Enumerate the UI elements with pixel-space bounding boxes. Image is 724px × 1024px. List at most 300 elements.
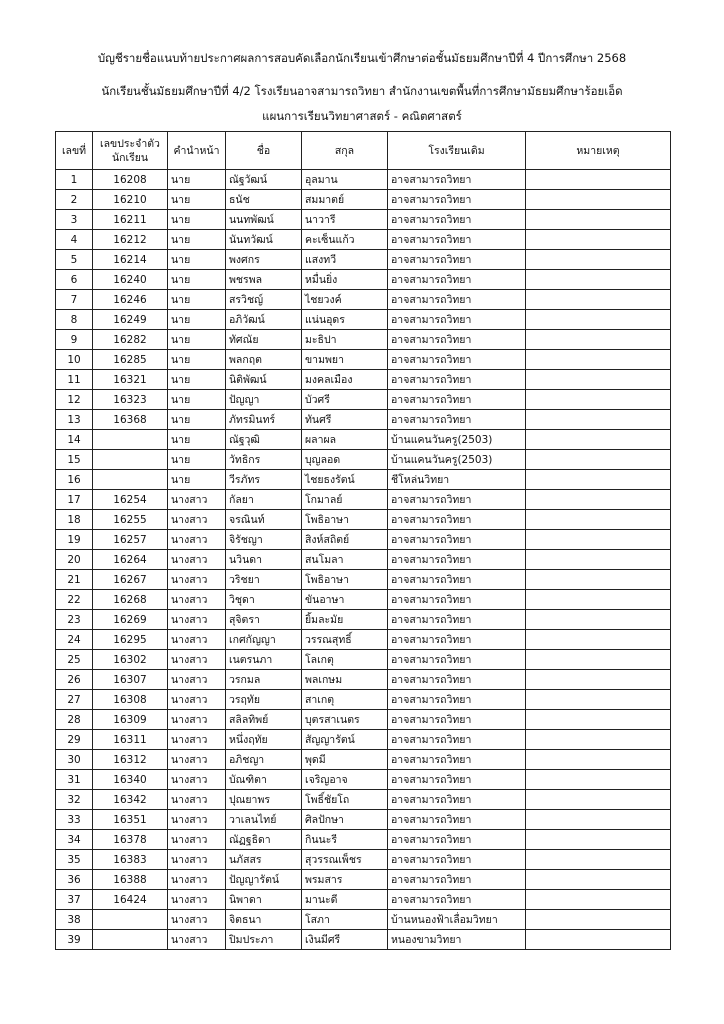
cell-remark xyxy=(526,210,671,230)
cell-last-name: โพธิ์ชัยโถ xyxy=(302,790,388,810)
table-row xyxy=(56,310,671,330)
table-row xyxy=(56,930,671,950)
table-row xyxy=(56,690,671,710)
cell-prefix: นางสาว xyxy=(168,630,226,650)
cell-no: 36 xyxy=(56,870,93,890)
cell-student-id: 16323 xyxy=(93,390,168,410)
cell-school: บ้านแคนวันครู(2503) xyxy=(388,430,526,450)
cell-school: อาจสามารถวิทยา xyxy=(388,810,526,830)
cell-school: อาจสามารถวิทยา xyxy=(388,350,526,370)
cell-remark xyxy=(526,530,671,550)
cell-first-name: นิพาดา xyxy=(226,890,302,910)
cell-last-name: บัวศรี xyxy=(302,390,388,410)
cell-student-id: 16246 xyxy=(93,290,168,310)
cell-remark xyxy=(526,790,671,810)
cell-prefix: นางสาว xyxy=(168,550,226,570)
table-row xyxy=(56,510,671,530)
cell-remark xyxy=(526,290,671,310)
cell-no: 20 xyxy=(56,550,93,570)
cell-student-id: 16269 xyxy=(93,610,168,630)
cell-first-name: ปิมประภา xyxy=(226,930,302,950)
cell-first-name: ณัฐวุฒิ xyxy=(226,430,302,450)
cell-prefix: นางสาว xyxy=(168,750,226,770)
cell-first-name: วรกมล xyxy=(226,670,302,690)
table-row xyxy=(56,430,671,450)
cell-prefix: นางสาว xyxy=(168,690,226,710)
cell-prefix: นาย xyxy=(168,210,226,230)
cell-remark xyxy=(526,630,671,650)
cell-first-name: นิติพัฒน์ xyxy=(226,370,302,390)
cell-remark xyxy=(526,230,671,250)
cell-school: อาจสามารถวิทยา xyxy=(388,310,526,330)
table-row xyxy=(56,550,671,570)
cell-no: 14 xyxy=(56,430,93,450)
table-row xyxy=(56,530,671,550)
cell-school: อาจสามารถวิทยา xyxy=(388,590,526,610)
cell-school: อาจสามารถวิทยา xyxy=(388,630,526,650)
cell-first-name: นวินดา xyxy=(226,550,302,570)
cell-no: 26 xyxy=(56,670,93,690)
cell-student-id xyxy=(93,450,168,470)
cell-no: 34 xyxy=(56,830,93,850)
cell-student-id: 16212 xyxy=(93,230,168,250)
cell-school: อาจสามารถวิทยา xyxy=(388,830,526,850)
table-row xyxy=(56,870,671,890)
cell-school: หนองขามวิทยา xyxy=(388,930,526,950)
cell-school: อาจสามารถวิทยา xyxy=(388,330,526,350)
cell-last-name: มงคลเมือง xyxy=(302,370,388,390)
table-row xyxy=(56,250,671,270)
cell-first-name: วิชุดา xyxy=(226,590,302,610)
cell-prefix: นางสาว xyxy=(168,910,226,930)
document-subtitle: นักเรียนชั้นมัธยมศึกษาปีที่ 4/2 โรงเรียนอาจสามารถวิทยา สำนักงานเขตพื้นที่การศึกษามัธยมศึกษาร้อยเอ็ด xyxy=(101,84,623,98)
cell-remark xyxy=(526,330,671,350)
cell-last-name: หมื่นยิ่ง xyxy=(302,270,388,290)
cell-first-name: จิรัชญา xyxy=(226,530,302,550)
cell-no: 31 xyxy=(56,770,93,790)
cell-prefix: นางสาว xyxy=(168,830,226,850)
cell-prefix: นางสาว xyxy=(168,850,226,870)
cell-no: 17 xyxy=(56,490,93,510)
cell-student-id: 16340 xyxy=(93,770,168,790)
cell-last-name: ทันศรี xyxy=(302,410,388,430)
cell-last-name: ขามพยา xyxy=(302,350,388,370)
column-header-first-name: ชื่อ xyxy=(226,132,302,170)
cell-first-name: สลิลทิพย์ xyxy=(226,710,302,730)
cell-school: อาจสามารถวิทยา xyxy=(388,610,526,630)
cell-last-name: ไชยวงค์ xyxy=(302,290,388,310)
cell-remark xyxy=(526,570,671,590)
cell-student-id: 16240 xyxy=(93,270,168,290)
cell-prefix: นาย xyxy=(168,350,226,370)
cell-first-name: นนทพัฒน์ xyxy=(226,210,302,230)
cell-school: อาจสามารถวิทยา xyxy=(388,290,526,310)
cell-student-id: 16214 xyxy=(93,250,168,270)
table-row xyxy=(56,830,671,850)
cell-remark xyxy=(526,670,671,690)
study-program: แผนการเรียนวิทยาศาสตร์ - คณิตศาสตร์ xyxy=(262,109,462,123)
cell-remark xyxy=(526,810,671,830)
cell-school: อาจสามารถวิทยา xyxy=(388,490,526,510)
cell-first-name: ปัญญารัตน์ xyxy=(226,870,302,890)
cell-prefix: นาย xyxy=(168,390,226,410)
cell-first-name: วริชยา xyxy=(226,570,302,590)
cell-prefix: นางสาว xyxy=(168,890,226,910)
cell-last-name: แน่นอุดร xyxy=(302,310,388,330)
cell-remark xyxy=(526,730,671,750)
cell-school: อาจสามารถวิทยา xyxy=(388,850,526,870)
column-header-prefix: คำนำหน้า xyxy=(168,132,226,170)
cell-prefix: นาย xyxy=(168,250,226,270)
cell-remark xyxy=(526,370,671,390)
cell-no: 5 xyxy=(56,250,93,270)
cell-remark xyxy=(526,430,671,450)
column-header-last-name: สกุล xyxy=(302,132,388,170)
cell-no: 6 xyxy=(56,270,93,290)
cell-last-name: โกมาลย์ xyxy=(302,490,388,510)
cell-school: อาจสามารถวิทยา xyxy=(388,550,526,570)
table-row xyxy=(56,390,671,410)
cell-prefix: นาย xyxy=(168,450,226,470)
cell-remark xyxy=(526,770,671,790)
cell-first-name: กัลยา xyxy=(226,490,302,510)
table-row xyxy=(56,570,671,590)
cell-last-name: มานะดี xyxy=(302,890,388,910)
cell-first-name: สรวิชญ์ xyxy=(226,290,302,310)
cell-student-id: 16424 xyxy=(93,890,168,910)
cell-first-name: วรฤทัย xyxy=(226,690,302,710)
column-header-school: โรงเรียนเดิม xyxy=(388,132,526,170)
cell-school: อาจสามารถวิทยา xyxy=(388,730,526,750)
cell-last-name: แสงทวี xyxy=(302,250,388,270)
cell-no: 35 xyxy=(56,850,93,870)
table-row xyxy=(56,330,671,350)
cell-student-id: 16285 xyxy=(93,350,168,370)
cell-prefix: นางสาว xyxy=(168,710,226,730)
cell-school: อาจสามารถวิทยา xyxy=(388,170,526,190)
cell-no: 30 xyxy=(56,750,93,770)
cell-remark xyxy=(526,170,671,190)
cell-student-id: 16254 xyxy=(93,490,168,510)
cell-student-id: 16309 xyxy=(93,710,168,730)
table-row xyxy=(56,770,671,790)
cell-first-name: จิตธนา xyxy=(226,910,302,930)
cell-last-name: โสภา xyxy=(302,910,388,930)
cell-last-name: สิงห์สถิตย์ xyxy=(302,530,388,550)
cell-school: บ้านหนองฟ้าเลื่อมวิทยา xyxy=(388,910,526,930)
cell-no: 27 xyxy=(56,690,93,710)
cell-remark xyxy=(526,690,671,710)
cell-no: 12 xyxy=(56,390,93,410)
cell-remark xyxy=(526,930,671,950)
cell-no: 38 xyxy=(56,910,93,930)
table-row xyxy=(56,290,671,310)
cell-first-name: วีรภัทร xyxy=(226,470,302,490)
cell-remark xyxy=(526,590,671,610)
cell-no: 4 xyxy=(56,230,93,250)
cell-no: 9 xyxy=(56,330,93,350)
table-row xyxy=(56,670,671,690)
cell-school: อาจสามารถวิทยา xyxy=(388,770,526,790)
cell-no: 13 xyxy=(56,410,93,430)
cell-student-id: 16295 xyxy=(93,630,168,650)
table-row xyxy=(56,170,671,190)
cell-prefix: นางสาว xyxy=(168,730,226,750)
cell-no: 23 xyxy=(56,610,93,630)
cell-student-id: 16210 xyxy=(93,190,168,210)
table-row xyxy=(56,490,671,510)
cell-last-name: ไชยธงรัตน์ xyxy=(302,470,388,490)
cell-remark xyxy=(526,250,671,270)
student-id-header-line1: เลขประจำตัว xyxy=(100,137,160,150)
cell-school: อาจสามารถวิทยา xyxy=(388,530,526,550)
cell-no: 1 xyxy=(56,170,93,190)
cell-last-name: สนโมลา xyxy=(302,550,388,570)
cell-no: 33 xyxy=(56,810,93,830)
cell-student-id: 16311 xyxy=(93,730,168,750)
cell-school: อาจสามารถวิทยา xyxy=(388,670,526,690)
cell-student-id xyxy=(93,470,168,490)
cell-student-id: 16211 xyxy=(93,210,168,230)
table-row xyxy=(56,210,671,230)
cell-last-name: เงินมีศรี xyxy=(302,930,388,950)
cell-first-name: เนตรนภา xyxy=(226,650,302,670)
cell-no: 18 xyxy=(56,510,93,530)
table-row xyxy=(56,710,671,730)
cell-prefix: นางสาว xyxy=(168,610,226,630)
cell-prefix: นางสาว xyxy=(168,870,226,890)
cell-last-name: โพธิอาษา xyxy=(302,570,388,590)
cell-remark xyxy=(526,350,671,370)
cell-school: อาจสามารถวิทยา xyxy=(388,370,526,390)
cell-first-name: ณัฐวัฒน์ xyxy=(226,170,302,190)
cell-last-name: โพธิอาษา xyxy=(302,510,388,530)
cell-first-name: อภิชญา xyxy=(226,750,302,770)
cell-school: อาจสามารถวิทยา xyxy=(388,570,526,590)
cell-last-name: พรมสาร xyxy=(302,870,388,890)
cell-first-name: อภิวัฒน์ xyxy=(226,310,302,330)
table-row xyxy=(56,450,671,470)
cell-prefix: นาย xyxy=(168,410,226,430)
cell-school: อาจสามารถวิทยา xyxy=(388,410,526,430)
cell-student-id: 16249 xyxy=(93,310,168,330)
cell-no: 29 xyxy=(56,730,93,750)
cell-last-name: อุลมาน xyxy=(302,170,388,190)
cell-last-name: สาเกตุ xyxy=(302,690,388,710)
cell-remark xyxy=(526,870,671,890)
cell-school: อาจสามารถวิทยา xyxy=(388,390,526,410)
table-body xyxy=(56,170,671,950)
cell-remark xyxy=(526,490,671,510)
cell-student-id xyxy=(93,930,168,950)
cell-remark xyxy=(526,270,671,290)
cell-prefix: นาย xyxy=(168,370,226,390)
table-row xyxy=(56,370,671,390)
cell-student-id: 16378 xyxy=(93,830,168,850)
cell-first-name: วัทธิกร xyxy=(226,450,302,470)
cell-school: อาจสามารถวิทยา xyxy=(388,270,526,290)
cell-student-id: 16268 xyxy=(93,590,168,610)
cell-remark xyxy=(526,650,671,670)
cell-last-name: บุญลอด xyxy=(302,450,388,470)
cell-remark xyxy=(526,890,671,910)
student-roster-table xyxy=(55,131,671,950)
cell-prefix: นาย xyxy=(168,230,226,250)
table-row xyxy=(56,350,671,370)
cell-no: 24 xyxy=(56,630,93,650)
cell-remark xyxy=(526,550,671,570)
table-row xyxy=(56,610,671,630)
cell-student-id: 16312 xyxy=(93,750,168,770)
table-row xyxy=(56,230,671,250)
cell-school: อาจสามารถวิทยา xyxy=(388,890,526,910)
cell-prefix: นางสาว xyxy=(168,930,226,950)
cell-student-id xyxy=(93,910,168,930)
cell-first-name: จรณินท์ xyxy=(226,510,302,530)
cell-student-id: 16208 xyxy=(93,170,168,190)
cell-student-id: 16282 xyxy=(93,330,168,350)
table-row xyxy=(56,790,671,810)
cell-prefix: นาย xyxy=(168,170,226,190)
cell-student-id: 16307 xyxy=(93,670,168,690)
cell-remark xyxy=(526,850,671,870)
cell-last-name: พุดมี xyxy=(302,750,388,770)
cell-first-name: พงศกร xyxy=(226,250,302,270)
cell-first-name: ธนัช xyxy=(226,190,302,210)
cell-prefix: นาย xyxy=(168,470,226,490)
cell-last-name: ผลาผล xyxy=(302,430,388,450)
table-row xyxy=(56,810,671,830)
cell-prefix: นางสาว xyxy=(168,490,226,510)
cell-last-name: เจริญอาจ xyxy=(302,770,388,790)
cell-no: 3 xyxy=(56,210,93,230)
cell-school: อาจสามารถวิทยา xyxy=(388,710,526,730)
cell-no: 28 xyxy=(56,710,93,730)
document-title: บัญชีรายชื่อแนบท้ายประกาศผลการสอบคัดเลือกนักเรียนเข้าศึกษาต่อชั้นมัธยมศึกษาปีที่ 4 ปีการศึกษา 2568 xyxy=(97,51,627,65)
cell-school: อาจสามารถวิทยา xyxy=(388,250,526,270)
cell-student-id: 16368 xyxy=(93,410,168,430)
table-row xyxy=(56,630,671,650)
cell-last-name: พลเกษม xyxy=(302,670,388,690)
cell-no: 19 xyxy=(56,530,93,550)
cell-no: 2 xyxy=(56,190,93,210)
cell-prefix: นางสาว xyxy=(168,510,226,530)
cell-remark xyxy=(526,510,671,530)
cell-prefix: นางสาว xyxy=(168,670,226,690)
cell-remark xyxy=(526,390,671,410)
cell-school: อาจสามารถวิทยา xyxy=(388,510,526,530)
table-row xyxy=(56,890,671,910)
cell-remark xyxy=(526,450,671,470)
cell-first-name: เกศกัญญา xyxy=(226,630,302,650)
cell-first-name: วาเลนไทย์ xyxy=(226,810,302,830)
cell-no: 15 xyxy=(56,450,93,470)
cell-last-name: สมมาตย์ xyxy=(302,190,388,210)
cell-first-name: พลกฤต xyxy=(226,350,302,370)
table-row xyxy=(56,590,671,610)
cell-prefix: นาย xyxy=(168,290,226,310)
column-header-student-id xyxy=(93,132,168,170)
cell-remark xyxy=(526,610,671,630)
cell-student-id: 16255 xyxy=(93,510,168,530)
cell-first-name: บัณฑิตา xyxy=(226,770,302,790)
table-row xyxy=(56,470,671,490)
cell-remark xyxy=(526,410,671,430)
cell-school: อาจสามารถวิทยา xyxy=(388,190,526,210)
cell-last-name: นาวารี xyxy=(302,210,388,230)
cell-student-id: 16302 xyxy=(93,650,168,670)
cell-school: อาจสามารถวิทยา xyxy=(388,790,526,810)
table-row xyxy=(56,910,671,930)
cell-prefix: นาย xyxy=(168,270,226,290)
cell-school: อาจสามารถวิทยา xyxy=(388,210,526,230)
column-header-remark: หมายเหตุ xyxy=(526,132,671,170)
cell-first-name: ณัฏฐธิดา xyxy=(226,830,302,850)
cell-student-id: 16257 xyxy=(93,530,168,550)
cell-remark xyxy=(526,750,671,770)
cell-prefix: นางสาว xyxy=(168,530,226,550)
cell-last-name: วรรณสุทธิ์ xyxy=(302,630,388,650)
cell-last-name: ศิลปักษา xyxy=(302,810,388,830)
cell-last-name: บุตรสาเนตร xyxy=(302,710,388,730)
cell-remark xyxy=(526,190,671,210)
cell-student-id: 16351 xyxy=(93,810,168,830)
cell-last-name: สัญญารัตน์ xyxy=(302,730,388,750)
table-row xyxy=(56,850,671,870)
cell-first-name: ปุณยาพร xyxy=(226,790,302,810)
cell-prefix: นางสาว xyxy=(168,810,226,830)
cell-school: อาจสามารถวิทยา xyxy=(388,690,526,710)
cell-school: อาจสามารถวิทยา xyxy=(388,650,526,670)
cell-remark xyxy=(526,830,671,850)
cell-remark xyxy=(526,310,671,330)
cell-no: 32 xyxy=(56,790,93,810)
cell-last-name: กินนะรี xyxy=(302,830,388,850)
cell-prefix: นางสาว xyxy=(168,770,226,790)
cell-student-id xyxy=(93,430,168,450)
cell-student-id: 16264 xyxy=(93,550,168,570)
cell-no: 21 xyxy=(56,570,93,590)
cell-last-name: ขันอาษา xyxy=(302,590,388,610)
cell-first-name: ปัญญา xyxy=(226,390,302,410)
student-id-header-line2: นักเรียน xyxy=(111,151,149,164)
cell-last-name: โลเกตุ xyxy=(302,650,388,670)
cell-first-name: นันทวัฒน์ xyxy=(226,230,302,250)
cell-remark xyxy=(526,470,671,490)
table-row xyxy=(56,270,671,290)
cell-student-id: 16308 xyxy=(93,690,168,710)
cell-school: บ้านแคนวันครู(2503) xyxy=(388,450,526,470)
cell-school: อาจสามารถวิทยา xyxy=(388,870,526,890)
cell-remark xyxy=(526,710,671,730)
cell-first-name: นภัสสร xyxy=(226,850,302,870)
cell-prefix: นาย xyxy=(168,430,226,450)
table-row xyxy=(56,190,671,210)
cell-student-id: 16383 xyxy=(93,850,168,870)
cell-no: 11 xyxy=(56,370,93,390)
cell-prefix: นาย xyxy=(168,310,226,330)
cell-first-name: สุจิตรา xyxy=(226,610,302,630)
column-header-no: เลขที่ xyxy=(56,132,93,170)
cell-remark xyxy=(526,910,671,930)
cell-first-name: ภัทรมินทร์ xyxy=(226,410,302,430)
cell-last-name: ยิ้มละมัย xyxy=(302,610,388,630)
cell-student-id: 16342 xyxy=(93,790,168,810)
cell-first-name: ทัศณัย xyxy=(226,330,302,350)
cell-prefix: นาย xyxy=(168,190,226,210)
table-row xyxy=(56,730,671,750)
cell-student-id: 16267 xyxy=(93,570,168,590)
